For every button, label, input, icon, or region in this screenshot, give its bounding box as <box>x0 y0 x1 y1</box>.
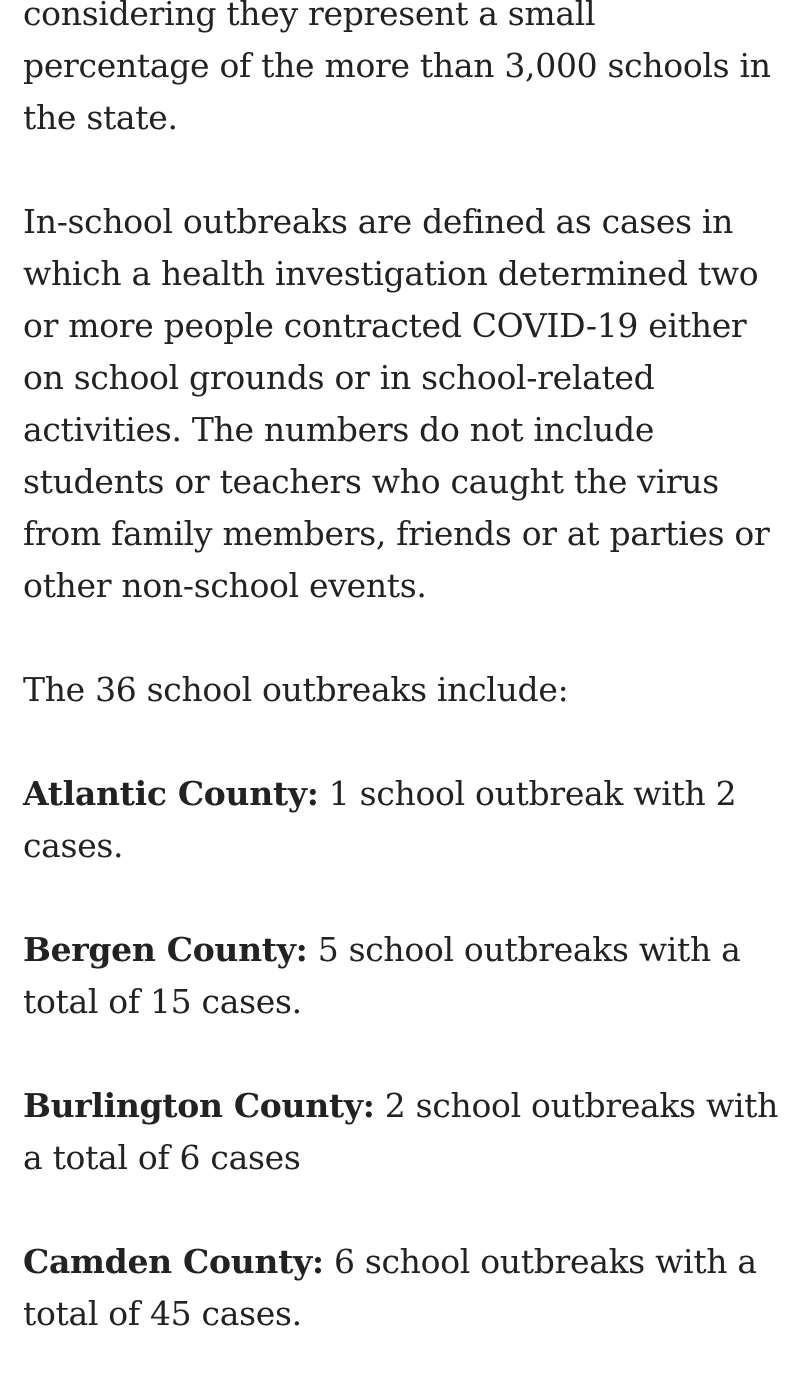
county-bergen-text: 5 school outbreaks with a total of 15 cases. <box>23 930 741 1021</box>
paragraph-outbreaks-intro: The 36 school outbreaks include: <box>23 670 569 709</box>
county-camden-text: 6 school outbreaks with a total of 45 cases. <box>23 1242 757 1333</box>
county-atlantic <box>23 768 783 872</box>
county-burlington-label: Burlington County: <box>23 1086 375 1125</box>
county-burlington-text: 2 school outbreaks with a total of 6 cases <box>23 1086 779 1177</box>
paragraph-schools-percentage: considering they represent a small percentage of the more than 3,000 schools in the state. <box>23 0 771 137</box>
county-camden-label: Camden County: <box>23 1242 324 1281</box>
county-burlington <box>23 1080 783 1184</box>
county-atlantic-text: 1 school outbreak with 2 cases. <box>23 774 737 865</box>
county-bergen <box>23 924 783 1028</box>
county-camden <box>23 1236 783 1340</box>
county-atlantic-label: Atlantic County: <box>23 774 319 813</box>
county-bergen-label: Bergen County: <box>23 930 308 969</box>
article-body <box>23 0 783 1392</box>
paragraph-outbreak-definition: In-school outbreaks are defined as cases in which a health investigation determined two or more people contracted COVID-19 either on school grounds or in school-related activities. The numbers do not include students or teachers who caught the virus from family members, friends or at parties or other non-school events. <box>23 202 770 605</box>
